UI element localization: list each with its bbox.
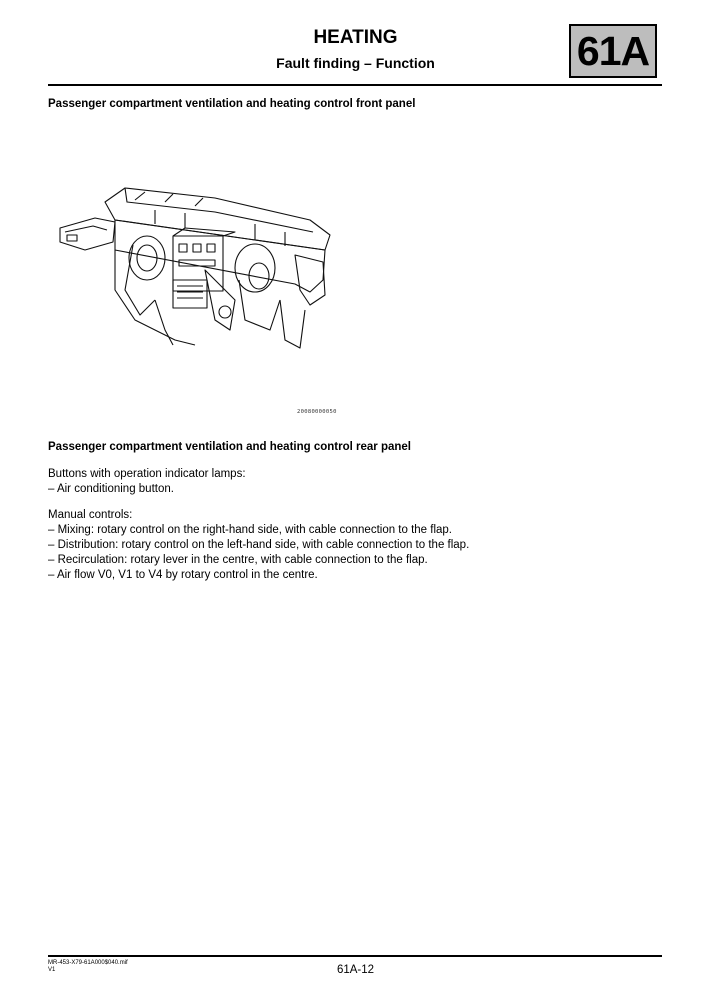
version-label: V1 bbox=[48, 967, 56, 973]
list-item: – Distribution: rotary control on the left-hand side, with cable connection to the flap. bbox=[48, 539, 470, 551]
buttons-section bbox=[48, 467, 246, 497]
section-badge: 61A bbox=[569, 24, 657, 78]
buttons-intro: Buttons with operation indicator lamps: bbox=[48, 468, 246, 480]
page-number: 61A-12 bbox=[336, 964, 375, 976]
page-subtitle: Fault finding – Function bbox=[276, 55, 435, 71]
manual-controls-section bbox=[48, 508, 469, 583]
footer-divider bbox=[48, 955, 662, 957]
list-item: – Air flow V0, V1 to V4 by rotary control in the centre. bbox=[48, 569, 318, 581]
document-reference: MR-453-X79-61A000$040.mif bbox=[48, 960, 128, 966]
front-panel-heading: Passenger compartment ventilation and heating control front panel bbox=[48, 98, 416, 110]
list-item: – Recirculation: rotary lever in the centre, with cable connection to the flap. bbox=[48, 554, 428, 566]
list-item: – Mixing: rotary control on the right-hand side, with cable connection to the flap. bbox=[48, 524, 453, 536]
header-divider bbox=[48, 84, 662, 86]
front-panel-illustration bbox=[55, 180, 355, 355]
rear-panel-heading: Passenger compartment ventilation and heating control rear panel bbox=[48, 441, 411, 453]
page-title: HEATING bbox=[313, 27, 398, 48]
manual-controls-intro: Manual controls: bbox=[48, 509, 133, 521]
list-item: – Air conditioning button. bbox=[48, 483, 174, 495]
figure-reference: 20080000050 bbox=[297, 409, 337, 415]
